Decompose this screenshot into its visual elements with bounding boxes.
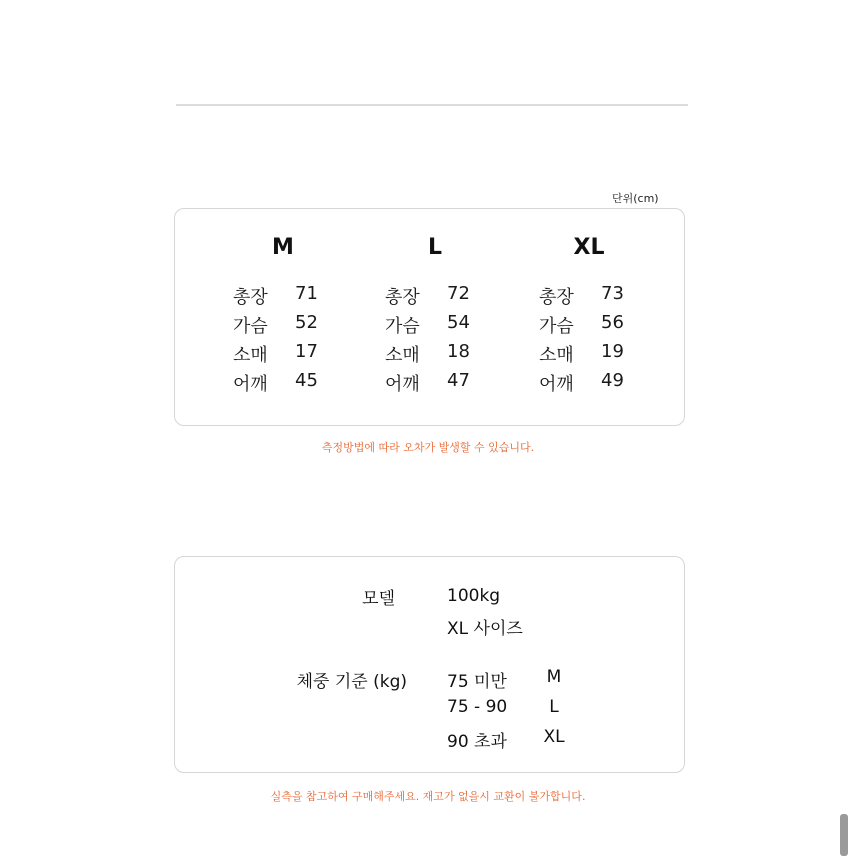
row-value: 18 xyxy=(447,341,470,362)
size-header: XL xyxy=(573,235,605,260)
row-label: 가슴 xyxy=(233,316,268,337)
model-label: 모델 xyxy=(362,589,395,609)
weight-size: XL xyxy=(543,727,565,747)
size-header: M xyxy=(272,235,294,260)
row-label: 어깨 xyxy=(385,374,420,395)
row-value: 71 xyxy=(295,283,318,304)
model-size: XL 사이즈 xyxy=(447,619,523,639)
model-info-card xyxy=(174,556,685,773)
row-label: 소매 xyxy=(385,345,420,366)
row-label: 어깨 xyxy=(539,374,574,395)
row-value: 45 xyxy=(295,370,318,391)
row-label: 총장 xyxy=(233,287,268,308)
top-divider xyxy=(176,104,688,106)
row-value: 73 xyxy=(601,283,624,304)
weight-range: 75 미만 xyxy=(447,672,507,692)
unit-label: 단위(cm) xyxy=(612,192,659,205)
weight-range: 90 초과 xyxy=(447,732,507,752)
purchase-notice: 실측을 참고하여 구매해주세요. 재고가 없을시 교환이 불가합니다. xyxy=(270,790,586,803)
row-label: 총장 xyxy=(385,287,420,308)
weight-guide-label: 체중 기준 (kg) xyxy=(296,672,407,692)
size-header: L xyxy=(427,235,443,260)
row-label: 어깨 xyxy=(233,374,268,395)
row-value: 47 xyxy=(447,370,470,391)
scrollbar-thumb[interactable] xyxy=(840,814,848,856)
row-value: 56 xyxy=(601,312,624,333)
row-value: 49 xyxy=(601,370,624,391)
measurement-notice: 측정방법에 따라 오차가 발생할 수 있습니다. xyxy=(321,441,535,454)
row-label: 총장 xyxy=(539,287,574,308)
size-chart-card xyxy=(174,208,685,426)
row-label: 가슴 xyxy=(385,316,420,337)
weight-size: L xyxy=(549,697,559,717)
weight-size: M xyxy=(546,667,562,687)
row-label: 가슴 xyxy=(539,316,574,337)
row-value: 17 xyxy=(295,341,318,362)
weight-range: 75 - 90 xyxy=(447,697,508,717)
row-value: 19 xyxy=(601,341,624,362)
row-label: 소매 xyxy=(233,345,268,366)
row-value: 54 xyxy=(447,312,470,333)
row-value: 52 xyxy=(295,312,318,333)
row-label: 소매 xyxy=(539,345,574,366)
model-weight: 100kg xyxy=(447,586,501,606)
row-value: 72 xyxy=(447,283,470,304)
